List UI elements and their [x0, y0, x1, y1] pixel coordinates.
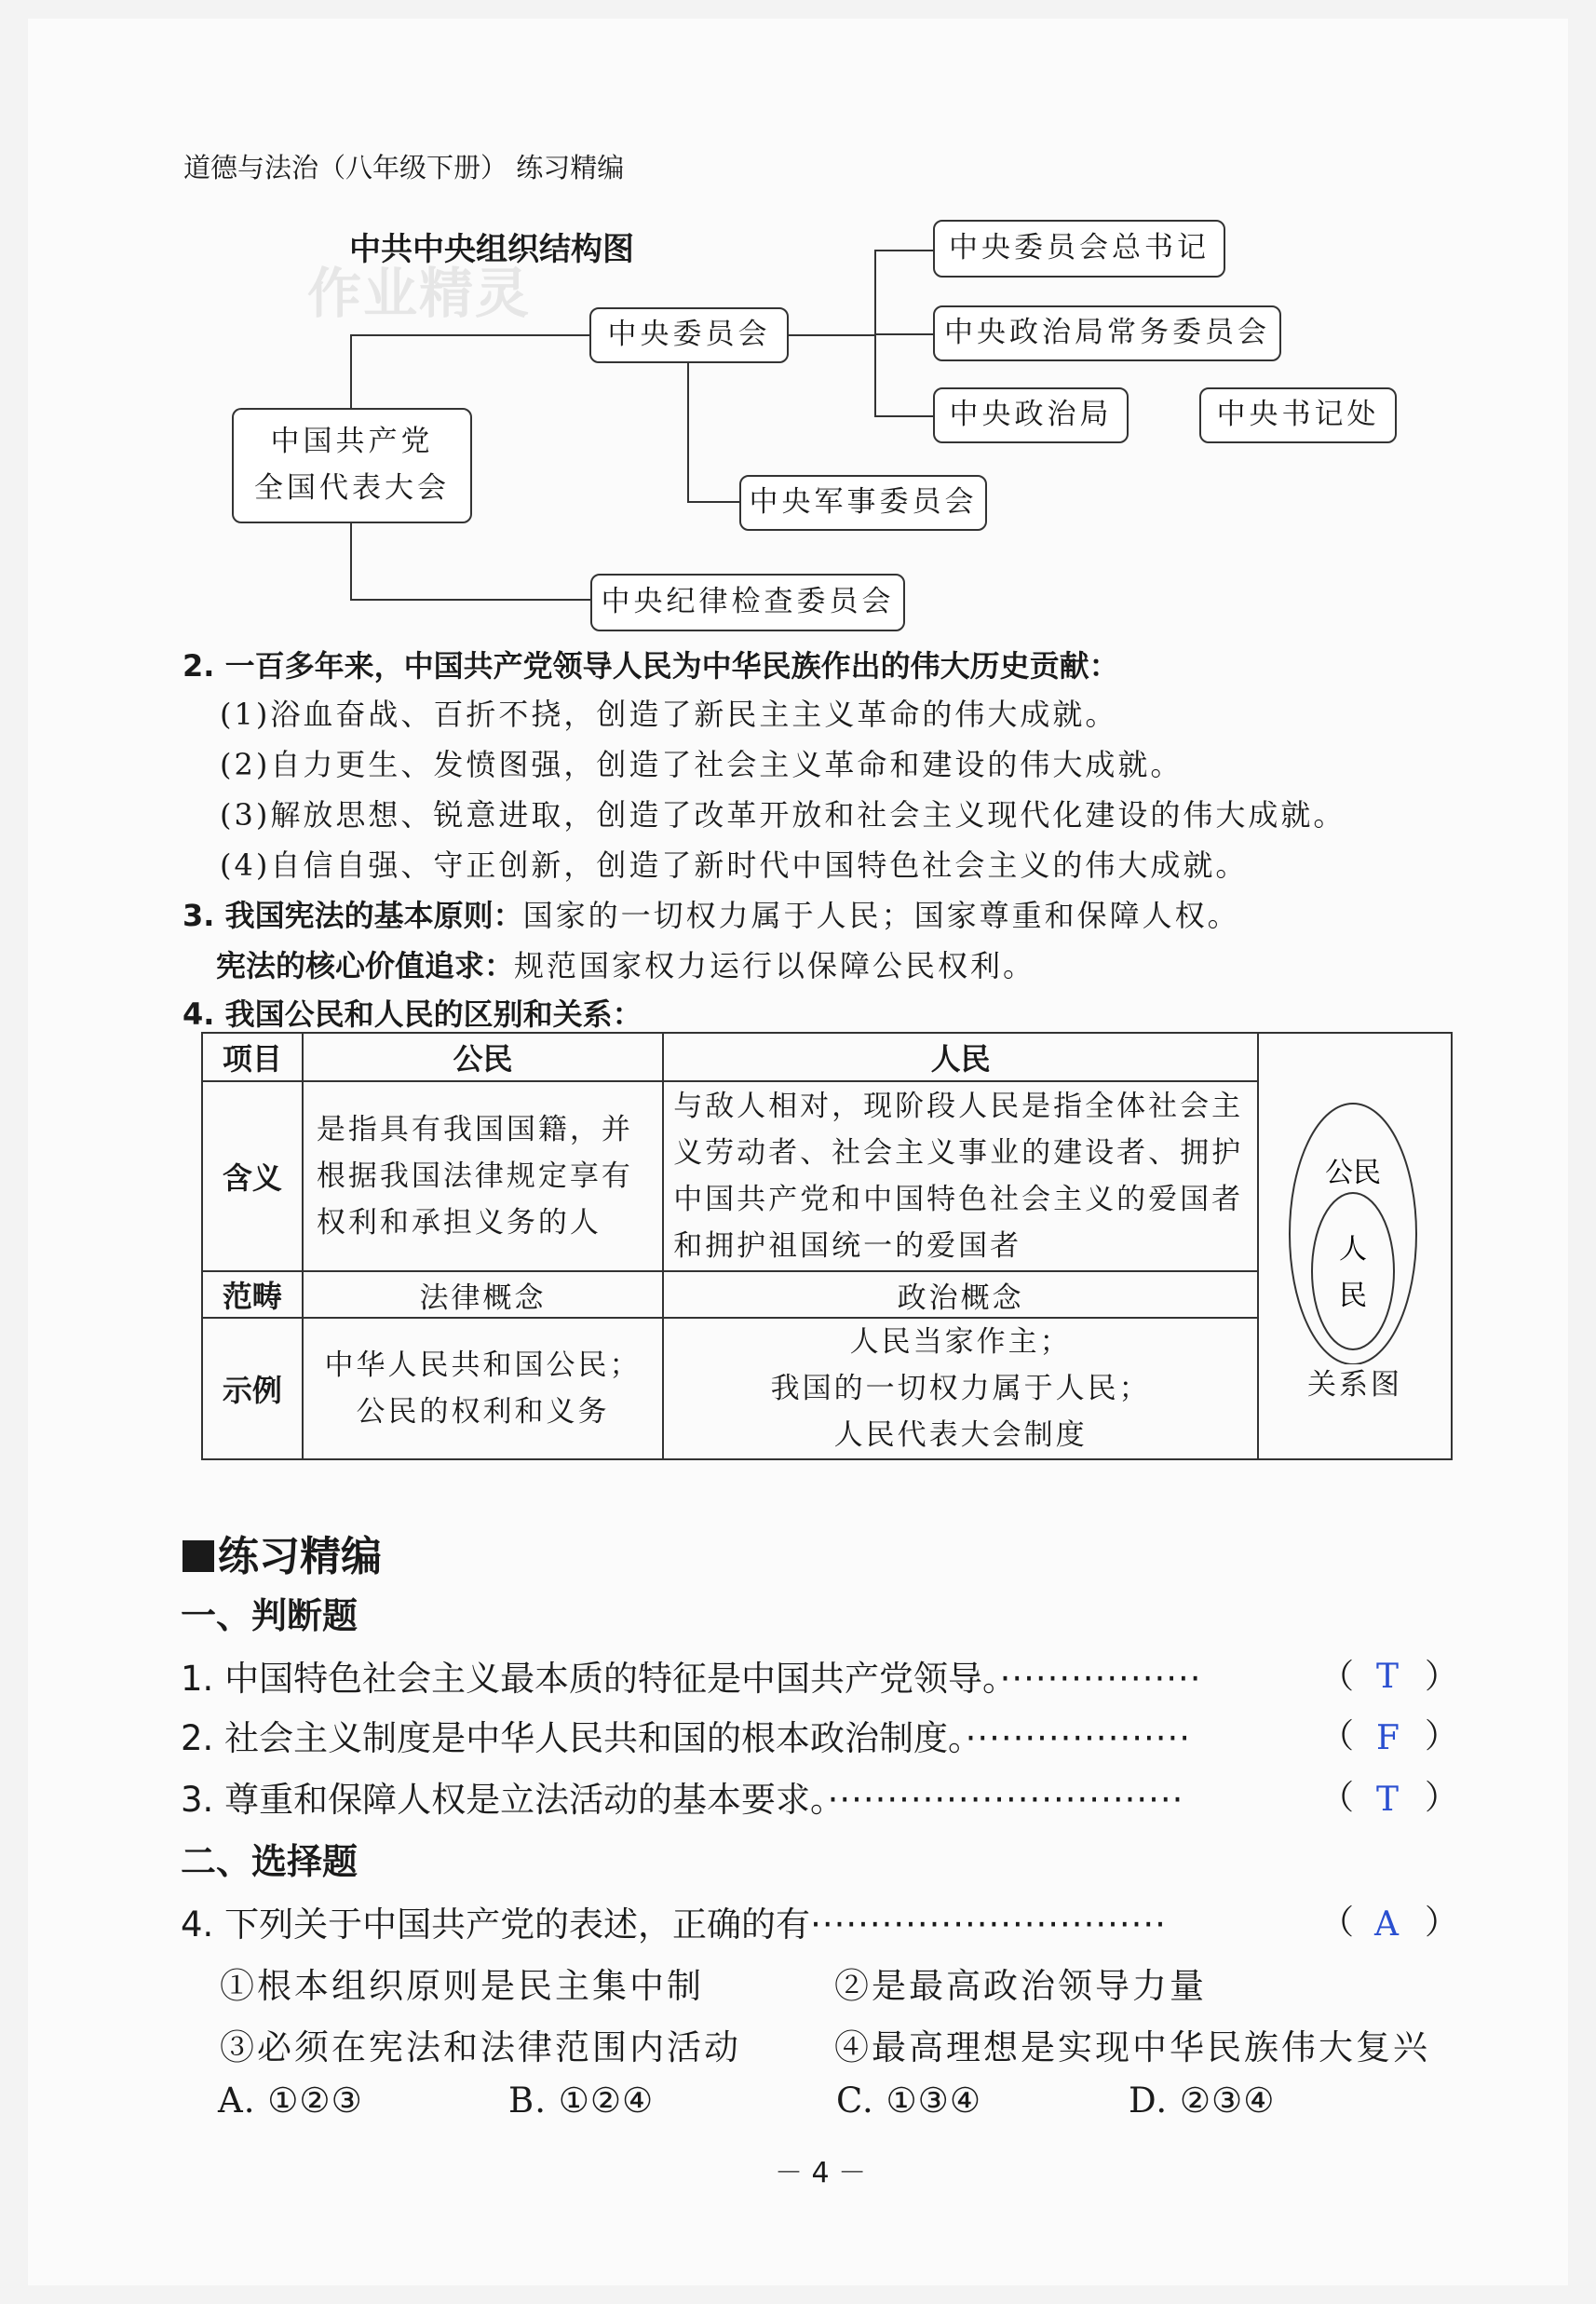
point3-text2: 规范国家权力运行以保障公民权利。	[514, 948, 1036, 983]
row-head-example: 示例	[202, 1318, 303, 1459]
box-secretariat: 中央书记处	[1199, 387, 1397, 443]
citizen-meaning: 是指具有我国国籍，并根据我国法律规定享有权利和承担义务的人	[316, 1113, 633, 1240]
statement: ④最高理想是实现中华民族伟大复兴	[834, 2027, 1430, 2067]
answer-paren-open: （	[1320, 1779, 1355, 1817]
col-citizen: 公民	[303, 1033, 663, 1081]
connector-line	[350, 334, 590, 336]
answer-paren-open: （	[1320, 1904, 1355, 1942]
point2-item: (3)解放思想、锐意进取，创造了改革开放和社会主义现代化建设的伟大成就。	[220, 797, 1346, 833]
citizen-example-2: 公民的权利和义务	[356, 1395, 610, 1429]
choice-title: 二、选择题	[181, 1841, 358, 1882]
connector-line	[788, 334, 875, 336]
connector-line	[350, 599, 590, 601]
option-c: C. ①③④	[836, 2080, 982, 2121]
option-b: B. ①②④	[508, 2080, 655, 2121]
comparison-table	[201, 1032, 1453, 1460]
diagram-inner-label-1: 人	[1338, 1232, 1367, 1266]
relation-diagram	[1260, 1085, 1450, 1364]
judge-text: 3. 尊重和保障人权是立法活动的基本要求。	[181, 1780, 828, 1820]
row-head-scope: 范畴	[202, 1271, 303, 1318]
box-politburo: 中央政治局	[933, 387, 1129, 443]
point3-line2	[216, 942, 1035, 985]
statement: ②是最高政治领导力量	[834, 1966, 1207, 2006]
point4-heading: 4. 我国公民和人民的区别和关系：	[183, 996, 642, 1032]
answer-paren-open: （	[1320, 1717, 1355, 1755]
people-meaning: 与敌人相对，现阶段人民是指全体社会主义劳动者、社会主义事业的建设者、拥护中国共产党和中国特色社会主义的爱国者和拥护祖国统一的爱国者	[673, 1090, 1244, 1263]
cell-people-example	[663, 1318, 1258, 1459]
connector-line	[874, 415, 934, 417]
leader-dots: ···················	[965, 1718, 1192, 1758]
judge-text: 2. 社会主义制度是中华人民共和国的根本政治制度。	[181, 1718, 966, 1758]
cell-citizen-meaning	[303, 1081, 663, 1271]
point3-text1: 国家的一切权力属于人民；国家尊重和保障人权。	[522, 898, 1240, 933]
choice-text: 4. 下列关于中国共产党的表述，正确的有	[181, 1904, 811, 1945]
point3-line1	[183, 892, 1240, 935]
practice-section-title	[183, 1523, 382, 1582]
connector-line	[687, 501, 741, 503]
judge-answer: F	[1376, 1719, 1400, 1757]
relation-diagram-cell	[1258, 1033, 1452, 1459]
choice-answer: A	[1374, 1905, 1399, 1944]
point2-heading: 2. 一百多年来，中国共产党领导人民为中华民族作出的伟大历史贡献：	[183, 648, 1119, 684]
judge-question	[181, 1650, 1202, 1701]
people-example-1: 人民当家作主；	[849, 1325, 1072, 1359]
page-number: － 4 －	[775, 2157, 867, 2189]
connector-line	[350, 519, 352, 601]
statement: ③必须在宪法和法律范围内活动	[220, 2027, 741, 2067]
answer-paren-close: ）	[1425, 1658, 1459, 1696]
answer-paren-close: ）	[1425, 1717, 1459, 1755]
judge-answer: T	[1376, 1781, 1400, 1819]
box-discipline-commission: 中央纪律检查委员会	[590, 574, 905, 631]
judge-title: 一、判断题	[181, 1595, 358, 1636]
box-congress	[232, 408, 472, 523]
statement: ①根本组织原则是民主集中制	[220, 1966, 704, 2006]
diagram-outer-label: 公民	[1324, 1156, 1381, 1189]
row-head-meaning: 含义	[202, 1081, 303, 1271]
people-scope: 政治概念	[663, 1271, 1258, 1318]
connector-line	[874, 333, 934, 335]
diagram-inner-label-2: 民	[1338, 1279, 1367, 1312]
square-bullet-icon	[183, 1540, 214, 1572]
point2-item: (2)自力更生、发愤图强，创造了社会主义革命和建设的伟大成就。	[220, 747, 1183, 782]
connector-line	[874, 250, 934, 251]
congress-line1: 中国共产党	[270, 425, 434, 459]
diagram-caption: 关系图	[1306, 1367, 1402, 1402]
page-header: 道德与法治（八年级下册） 练习精编	[183, 152, 625, 183]
leader-dots: ······························	[827, 1780, 1184, 1820]
answer-paren-close: ）	[1425, 1904, 1459, 1942]
box-politburo-standing: 中央政治局常务委员会	[933, 305, 1281, 361]
choice-question	[181, 1896, 1167, 1946]
option-a: A. ①②③	[218, 2080, 363, 2121]
answer-paren-open: （	[1320, 1658, 1355, 1696]
answer-paren-close: ）	[1425, 1779, 1459, 1817]
col-people: 人民	[663, 1033, 1258, 1081]
judge-question	[181, 1771, 1183, 1822]
watermark: 作业精灵	[307, 262, 532, 325]
org-chart-title: 中共中央组织结构图	[349, 231, 634, 268]
box-central-committee: 中央委员会	[589, 307, 789, 363]
box-military-commission: 中央军事委员会	[739, 475, 987, 531]
point2-item: (1)浴血奋战、百折不挠，创造了新民主主义革命的伟大成就。	[220, 697, 1118, 732]
judge-text: 1. 中国特色社会主义最本质的特征是中国共产党领导。	[181, 1659, 1000, 1699]
people-example-2: 我国的一切权力属于人民；	[770, 1372, 1151, 1405]
connector-line	[687, 354, 689, 503]
people-example-3: 人民代表大会制度	[833, 1418, 1088, 1452]
point3-label1: 3. 我国宪法的基本原则：	[183, 898, 523, 933]
option-d: D. ②③④	[1129, 2080, 1276, 2121]
point2-item: (4)自信自强、守正创新，创造了新时代中国特色社会主义的伟大成就。	[220, 847, 1249, 883]
box-general-secretary: 中央委员会总书记	[933, 220, 1225, 278]
point3-label2: 宪法的核心价值追求：	[216, 948, 515, 983]
judge-answer: T	[1376, 1658, 1400, 1696]
col-item: 项目	[202, 1033, 303, 1081]
congress-line2: 全国代表大会	[254, 471, 450, 505]
connector-line	[350, 334, 352, 412]
citizen-example-1: 中华人民共和国公民；	[324, 1349, 642, 1382]
practice-title-text: 练习精编	[218, 1533, 382, 1580]
cell-people-meaning	[663, 1081, 1258, 1271]
leader-dots: ······························	[810, 1904, 1167, 1945]
judge-question	[181, 1710, 1191, 1760]
leader-dots: ·················	[999, 1659, 1202, 1699]
cell-citizen-example	[303, 1318, 663, 1459]
citizen-scope: 法律概念	[303, 1271, 663, 1318]
